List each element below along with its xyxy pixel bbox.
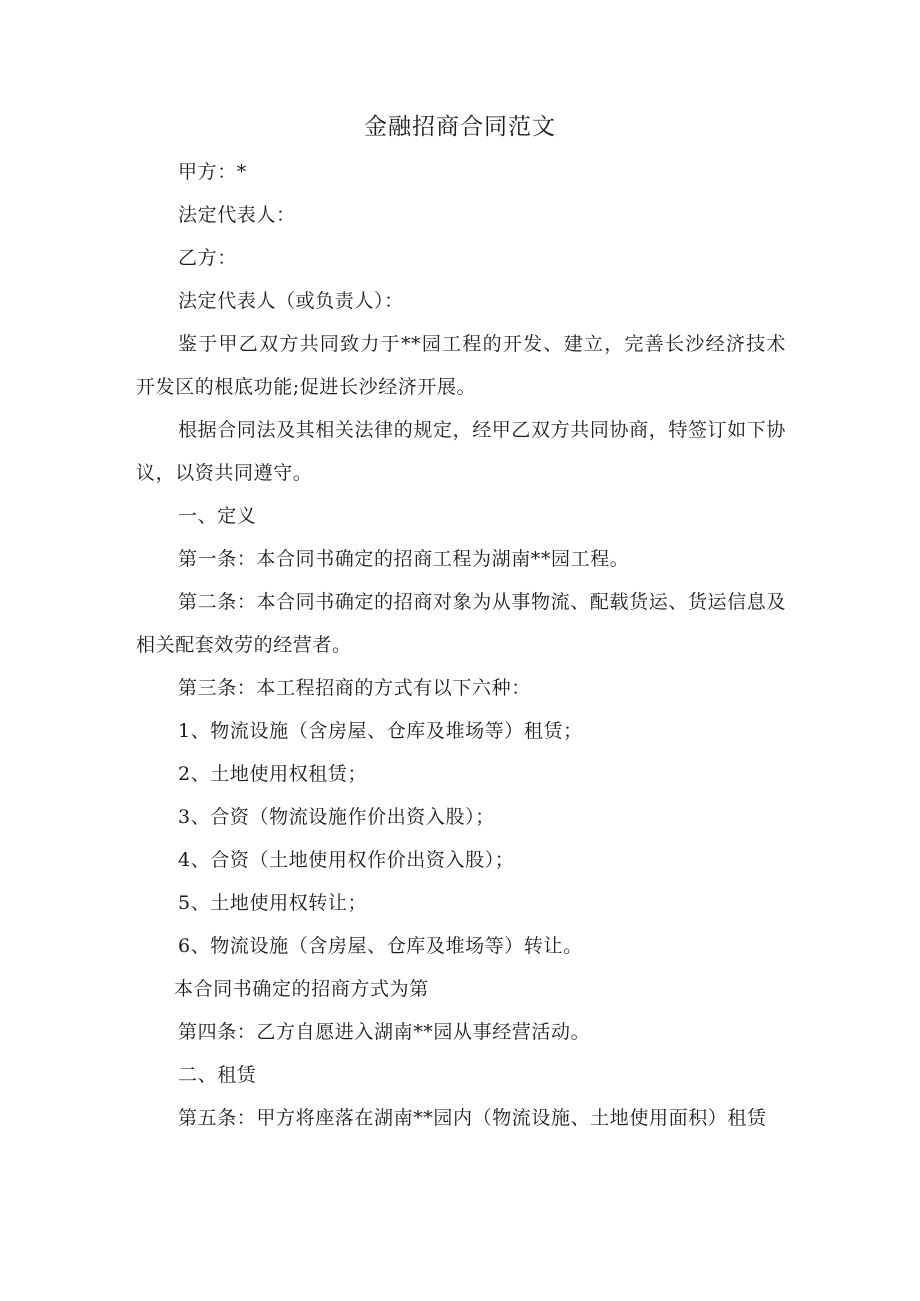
method-item-5: 5、土地使用权转让； [178, 892, 368, 914]
section-heading-lease: 二、租赁 [178, 1064, 257, 1086]
article-5: 第五条：甲方将座落在湖南**园内（物流设施、土地使用面积）租赁 [178, 1107, 767, 1129]
chosen-method-line: 本合同书确定的招商方式为第 [174, 978, 429, 1000]
method-item-4: 4、合资（土地使用权作价出资入股）； [178, 849, 515, 871]
party-b-line: 乙方： [178, 247, 237, 269]
party-a-representative-line: 法定代表人： [178, 204, 296, 226]
document-body [136, 151, 786, 1140]
method-item-3: 3、合资（物流设施作价出资入股）； [178, 806, 495, 828]
basis-paragraph: 根据合同法及其相关法律的规定，经甲乙双方共同协商，特签订如下协议，以资共同遵守。 [136, 419, 786, 484]
method-item-6: 6、物流设施（含房屋、仓库及堆场等）转让。 [178, 935, 583, 957]
article-3: 第三条：本工程招商的方式有以下六种： [178, 677, 531, 699]
party-b-representative-line: 法定代表人（或负责人）： [178, 290, 404, 312]
preamble-paragraph: 鉴于甲乙双方共同致力于**园工程的开发、建立，完善长沙经济技术开发区的根底功能;促进长沙经济开展。 [136, 333, 786, 398]
article-2: 第二条：本合同书确定的招商对象为从事物流、配载货运、货运信息及相关配套效劳的经营者。 [136, 591, 786, 656]
party-a-line: 甲方：* [178, 161, 247, 183]
article-4: 第四条：乙方自愿进入湖南**园从事经营活动。 [178, 1021, 591, 1043]
method-item-2: 2、土地使用权租赁； [178, 763, 368, 785]
document-title: 金融招商合同范文 [364, 114, 556, 140]
method-item-1: 1、物流设施（含房屋、仓库及堆场等）租赁； [178, 720, 583, 742]
section-heading-definitions: 一、定义 [178, 505, 257, 527]
article-1: 第一条：本合同书确定的招商工程为湖南**园工程。 [178, 548, 630, 570]
